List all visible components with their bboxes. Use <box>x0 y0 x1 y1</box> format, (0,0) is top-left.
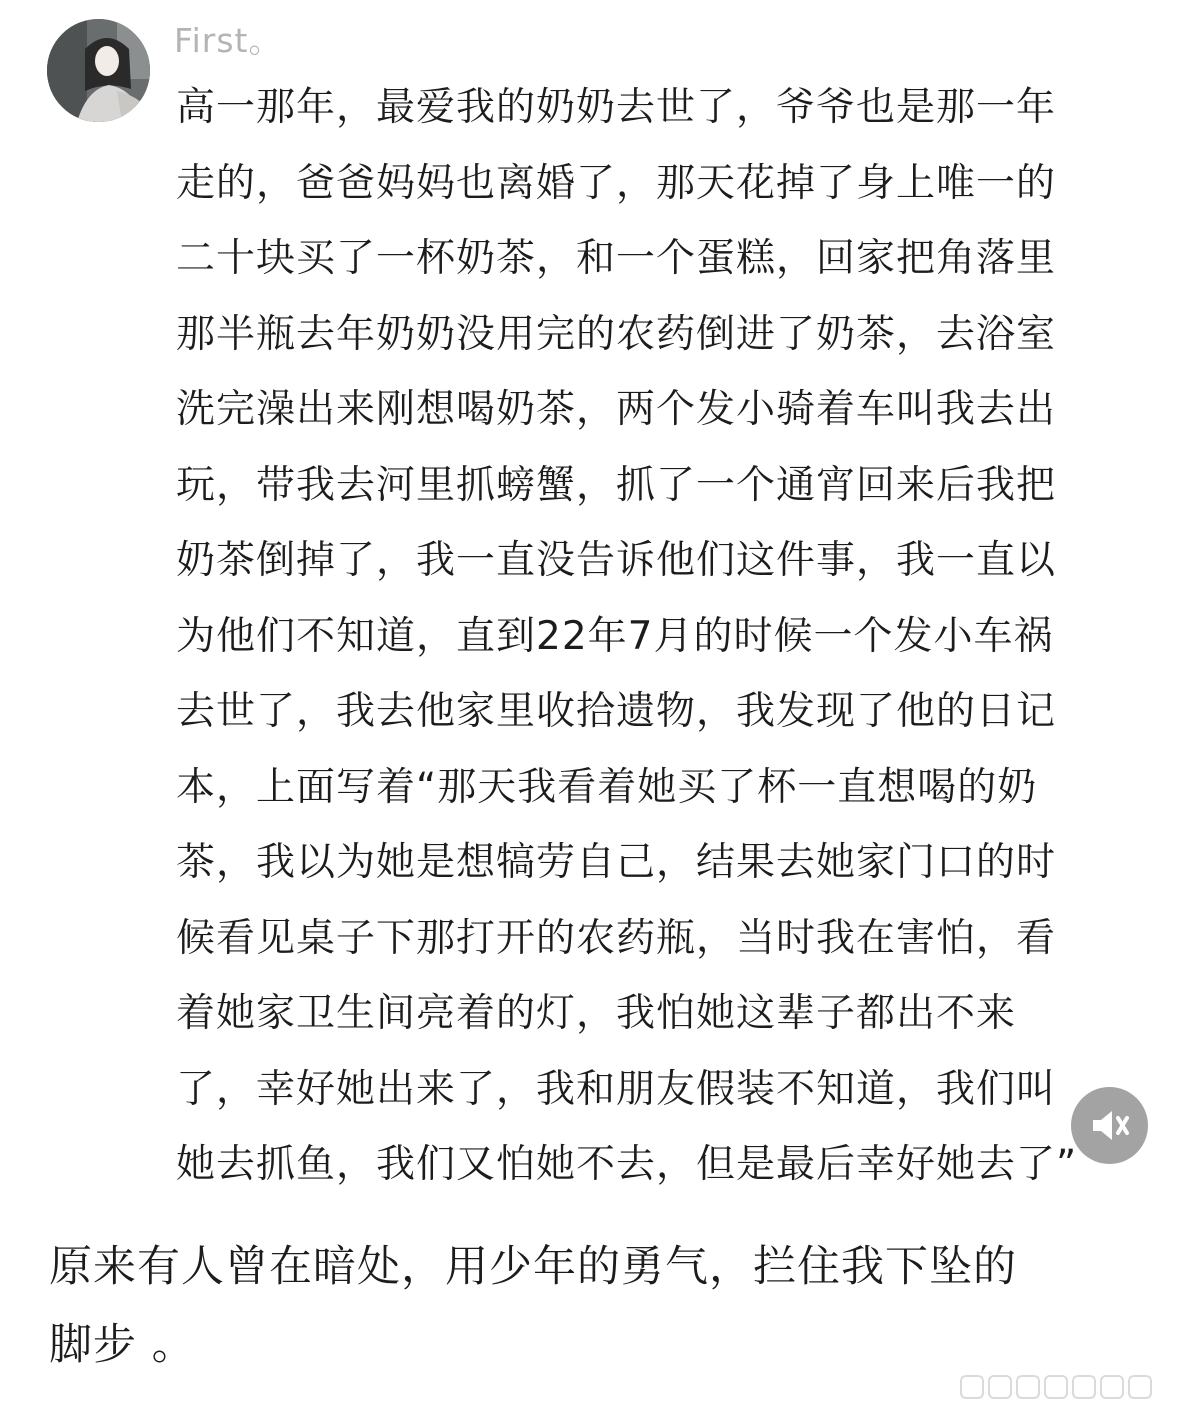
comment-line: 奶茶倒掉了，我一直没告诉他们这件事，我一直以 <box>176 538 1057 583</box>
comment-line: 本，上面写着“那天我看着她买了杯一直想喝的奶 <box>176 764 1038 810</box>
comment-line: 候看见桌子下那打开的农药瓶，当时我在害怕，看 <box>176 915 1057 961</box>
comment-line: 为他们不知道，直到22年7月的时候一个发小车祸 <box>176 613 1054 659</box>
comment-line: 玩，带我去河里抓螃蟹，抓了一个通宵回来后我把 <box>176 462 1057 508</box>
sound-toggle-button[interactable] <box>1071 1087 1148 1164</box>
comment-line: 了，幸好她出来了，我和朋友假装不知道，我们叫 <box>176 1066 1057 1112</box>
avatar[interactable] <box>47 19 150 122</box>
watermark-logo <box>959 1370 1169 1404</box>
comment-line: 走的，爸爸妈妈也离婚了，那天花掉了身上唯一的 <box>176 160 1057 206</box>
caption-line: 原来有人曾在暗处，用少年的勇气，拦住我下坠的 <box>49 1242 1017 1292</box>
comment-line: 高一那年，最爱我的奶奶去世了，爷爷也是那一年 <box>176 85 1057 130</box>
comment-line: 茶，我以为她是想犒劳自己，结果去她家门口的时 <box>176 840 1057 885</box>
caption-line: 脚步 。 <box>49 1320 196 1370</box>
comment-line: 二十块买了一杯奶茶，和一个蛋糕，回家把角落里 <box>176 236 1057 281</box>
comment-line: 那半瓶去年奶奶没用完的农药倒进了奶茶，去浴室 <box>176 311 1057 357</box>
avatar-image <box>47 19 150 122</box>
comment-body <box>176 70 1126 1203</box>
comment-line: 洗完澡出来刚想喝奶茶，两个发小骑着车叫我去出 <box>176 387 1057 432</box>
username[interactable]: First。 <box>174 21 283 60</box>
speaker-muted-icon <box>1071 1087 1148 1164</box>
comment-line: 着她家卫生间亮着的灯，我怕她这辈子都出不来 <box>176 991 1017 1036</box>
caption <box>49 1228 1149 1384</box>
comment-line: 她去抓鱼，我们又怕她不去，但是最后幸好她去了” <box>176 1142 1078 1187</box>
comment-line: 去世了，我去他家里收拾遗物，我发现了他的日记 <box>176 689 1057 734</box>
